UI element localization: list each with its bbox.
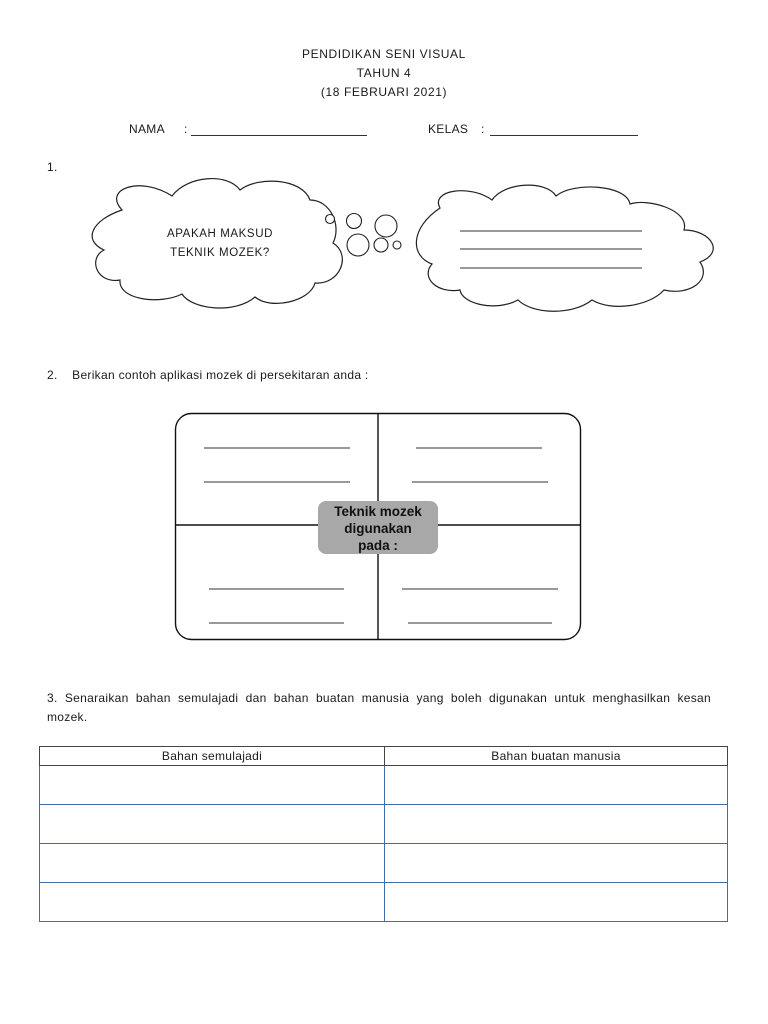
- column-header-manmade: Bahan buatan manusia: [385, 747, 728, 766]
- question-3-text-line2: mozek.: [47, 710, 88, 724]
- center-label-line2: digunakan: [344, 521, 412, 536]
- center-label-box: [318, 501, 438, 554]
- center-label-line1: Teknik mozek: [334, 504, 422, 519]
- table-row: [40, 883, 728, 922]
- name-label: NAMA: [129, 122, 165, 136]
- cloud-question-line2: TEKNIK MOZEK?: [170, 247, 270, 259]
- table-row: [40, 766, 728, 805]
- worksheet-year: TAHUN 4: [356, 66, 412, 80]
- question-3-text-line1: 3. Senaraikan bahan semulajadi dan bahan buatan manusia yang boleh digunakan untuk menghasilkan kesan: [47, 691, 711, 705]
- name-separator: :: [184, 122, 188, 136]
- natural-material-cell[interactable]: [40, 883, 385, 922]
- class-label: KELAS: [428, 122, 469, 136]
- table-row: [40, 844, 728, 883]
- natural-material-cell[interactable]: [40, 844, 385, 883]
- worksheet-subject: PENDIDIKAN SENI VISUAL: [302, 47, 466, 61]
- natural-material-cell[interactable]: [40, 766, 385, 805]
- worksheet-date: (18 FEBRUARI 2021): [320, 85, 448, 99]
- column-header-natural: Bahan semulajadi: [40, 747, 385, 766]
- class-separator: :: [481, 122, 485, 136]
- center-label-line3: pada :: [358, 538, 398, 553]
- cloud-question-line1: APAKAH MAKSUD: [167, 228, 273, 240]
- question-2-text: 2. Berikan contoh aplikasi mozek di persekitaran anda :: [47, 368, 369, 382]
- question-1-number: 1.: [47, 160, 58, 174]
- manmade-material-cell[interactable]: [385, 883, 728, 922]
- materials-table: [39, 746, 728, 922]
- manmade-material-cell[interactable]: [385, 844, 728, 883]
- manmade-material-cell[interactable]: [385, 766, 728, 805]
- table-row: [40, 805, 728, 844]
- natural-material-cell[interactable]: [40, 805, 385, 844]
- manmade-material-cell[interactable]: [385, 805, 728, 844]
